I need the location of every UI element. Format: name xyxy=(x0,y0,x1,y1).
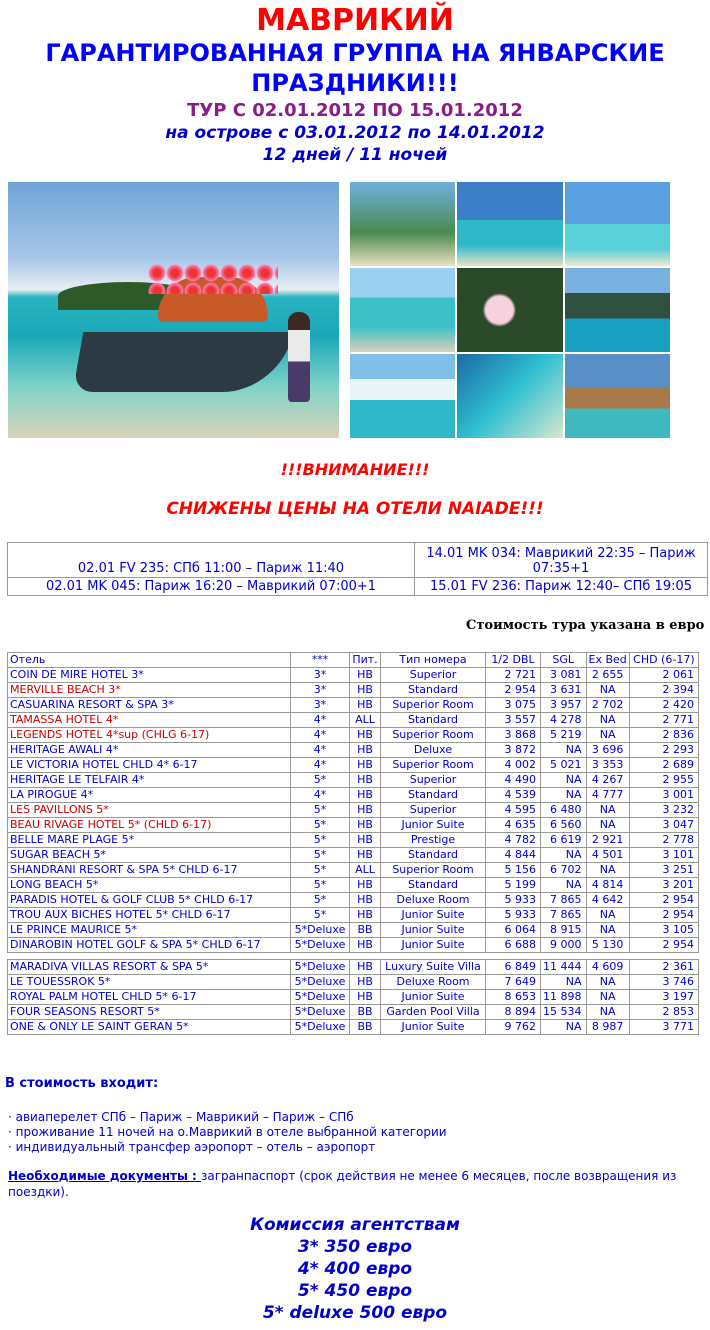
commission-line: 3* 350 евро xyxy=(297,1237,413,1257)
price-sgl: 15 534 xyxy=(541,1005,587,1020)
hotel-name: CASUARINA RESORT & SPA 3* xyxy=(8,698,291,713)
room-type: Deluxe xyxy=(381,743,486,758)
table-row xyxy=(8,713,699,728)
price-chd: 3 105 xyxy=(629,923,698,938)
table-row xyxy=(8,818,699,833)
hotel-stars: 5* xyxy=(291,893,350,908)
room-type: Superior Room xyxy=(381,758,486,773)
meal-plan: HB xyxy=(350,848,381,863)
hotel-name: ROYAL PALM HOTEL CHLD 5* 6-17 xyxy=(8,990,291,1005)
room-type: Garden Pool Villa xyxy=(381,1005,486,1020)
price-sgl: NA xyxy=(541,848,587,863)
flight-return-2: 15.01 FV 236: Париж 12:40– СПб 19:05 xyxy=(415,578,708,596)
price-dbl: 4 002 xyxy=(486,758,541,773)
table-row xyxy=(8,1005,699,1020)
room-type: Luxury Suite Villa xyxy=(381,960,486,975)
required-documents xyxy=(8,1168,703,1200)
hotel-name: ONE & ONLY LE SAINT GERAN 5* xyxy=(8,1020,291,1035)
price-exbed: 4 642 xyxy=(586,893,629,908)
meal-plan: HB xyxy=(350,990,381,1005)
price-chd: 3 047 xyxy=(629,818,698,833)
col-room-type: Тип номера xyxy=(381,653,486,668)
hotel-name: BELLE MARE PLAGE 5* xyxy=(8,833,291,848)
hotel-stars: 5* xyxy=(291,773,350,788)
currency-note: Стоимость тура указана в евро xyxy=(466,618,705,633)
meal-plan: ALL xyxy=(350,863,381,878)
table-row xyxy=(8,848,699,863)
room-type: Standard xyxy=(381,878,486,893)
price-dbl: 8 894 xyxy=(486,1005,541,1020)
price-sgl: 7 865 xyxy=(541,908,587,923)
price-dbl: 4 782 xyxy=(486,833,541,848)
room-type: Junior Suite xyxy=(381,818,486,833)
col-chd: CHD (6-17) xyxy=(629,653,698,668)
price-dbl: 4 635 xyxy=(486,818,541,833)
price-exbed: NA xyxy=(586,803,629,818)
price-exbed: NA xyxy=(586,923,629,938)
price-exbed: NA xyxy=(586,1005,629,1020)
meal-plan: ALL xyxy=(350,713,381,728)
meal-plan: BB xyxy=(350,1020,381,1035)
price-sgl: 9 000 xyxy=(541,938,587,953)
hotel-stars: 5* xyxy=(291,818,350,833)
hotel-name: TROU AUX BICHES HOTEL 5* CHLD 6-17 xyxy=(8,908,291,923)
table-row xyxy=(8,923,699,938)
price-chd: 2 954 xyxy=(629,938,698,953)
meal-plan: HB xyxy=(350,833,381,848)
price-chd: 3 251 xyxy=(629,863,698,878)
room-type: Standard xyxy=(381,713,486,728)
price-exbed: NA xyxy=(586,908,629,923)
price-sgl: 11 444 xyxy=(541,960,587,975)
meal-plan: HB xyxy=(350,878,381,893)
hotel-name: LE TOUESSROK 5* xyxy=(8,975,291,990)
table-row xyxy=(8,863,699,878)
boat-photo xyxy=(8,182,339,438)
hotel-name: PARADIS HOTEL & GOLF CLUB 5* CHLD 6-17 xyxy=(8,893,291,908)
documents-label: Необходимые документы : xyxy=(8,1169,201,1183)
price-dbl: 4 539 xyxy=(486,788,541,803)
price-sgl: 7 865 xyxy=(541,893,587,908)
price-exbed: 2 921 xyxy=(586,833,629,848)
room-type: Junior Suite xyxy=(381,908,486,923)
hotel-name: FOUR SEASONS RESORT 5* xyxy=(8,1005,291,1020)
includes-list xyxy=(8,1110,447,1155)
meal-plan: HB xyxy=(350,960,381,975)
hotel-stars: 3* xyxy=(291,683,350,698)
meal-plan: HB xyxy=(350,908,381,923)
price-sgl: 3 631 xyxy=(541,683,587,698)
flight-outbound-1: 02.01 FV 235: СПб 11:00 – Париж 11:40 xyxy=(8,543,415,578)
attention-notice: !!!ВНИМАНИЕ!!! xyxy=(280,460,430,479)
price-exbed: 3 353 xyxy=(586,758,629,773)
hotel-name: BEAU RIVAGE HOTEL 5* (CHLD 6-17) xyxy=(8,818,291,833)
price-sgl: 6 702 xyxy=(541,863,587,878)
room-type: Superior xyxy=(381,668,486,683)
table-row xyxy=(8,878,699,893)
hotel-stars: 5* xyxy=(291,878,350,893)
meal-plan: HB xyxy=(350,728,381,743)
room-type: Deluxe Room xyxy=(381,893,486,908)
price-exbed: NA xyxy=(586,713,629,728)
price-chd: 2 061 xyxy=(629,668,698,683)
hotel-stars: 5* xyxy=(291,848,350,863)
price-chd: 3 771 xyxy=(629,1020,698,1035)
island-dates: на острове с 03.01.2012 по 14.01.2012 xyxy=(165,123,545,143)
price-chd: 3 197 xyxy=(629,990,698,1005)
price-sgl: 6 619 xyxy=(541,833,587,848)
meal-plan: HB xyxy=(350,938,381,953)
table-header-row xyxy=(8,653,699,668)
agency-commission xyxy=(0,1214,710,1324)
price-exbed: 4 814 xyxy=(586,878,629,893)
hotel-stars: 5*Deluxe xyxy=(291,938,350,953)
documents-text: загранпаспорт (срок действия не менее 6 месяцев, после возвращения из поездки). xyxy=(8,1169,677,1199)
price-exbed: NA xyxy=(586,683,629,698)
price-dbl: 8 653 xyxy=(486,990,541,1005)
price-exbed: 4 777 xyxy=(586,788,629,803)
col-sgl: SGL xyxy=(541,653,587,668)
price-dbl: 9 762 xyxy=(486,1020,541,1035)
price-sgl: NA xyxy=(541,788,587,803)
table-row xyxy=(8,990,699,1005)
hotel-price-table xyxy=(7,652,699,1035)
hotel-stars: 5*Deluxe xyxy=(291,1005,350,1020)
commission-line: 5* 450 евро xyxy=(297,1281,413,1301)
price-chd: 2 836 xyxy=(629,728,698,743)
price-chd: 3 232 xyxy=(629,803,698,818)
table-row xyxy=(8,728,699,743)
commission-line: 5* deluxe 500 евро xyxy=(262,1303,448,1323)
room-type: Junior Suite xyxy=(381,923,486,938)
hotel-name: LONG BEACH 5* xyxy=(8,878,291,893)
meal-plan: HB xyxy=(350,773,381,788)
room-type: Superior Room xyxy=(381,728,486,743)
price-dbl: 6 849 xyxy=(486,960,541,975)
hotel-name: COIN DE MIRE HOTEL 3* xyxy=(8,668,291,683)
meal-plan: BB xyxy=(350,1005,381,1020)
room-type: Superior xyxy=(381,803,486,818)
price-exbed: NA xyxy=(586,728,629,743)
price-chd: 2 853 xyxy=(629,1005,698,1020)
price-chd: 2 689 xyxy=(629,758,698,773)
price-sgl: 5 021 xyxy=(541,758,587,773)
hotel-name: SHANDRANI RESORT & SPA 5* CHLD 6-17 xyxy=(8,863,291,878)
price-sgl: NA xyxy=(541,773,587,788)
price-sgl: NA xyxy=(541,878,587,893)
price-dbl: 7 649 xyxy=(486,975,541,990)
hotel-stars: 5* xyxy=(291,863,350,878)
price-chd: 2 293 xyxy=(629,743,698,758)
price-chd: 2 394 xyxy=(629,683,698,698)
hotel-stars: 3* xyxy=(291,668,350,683)
flight-schedule xyxy=(7,542,708,596)
price-dbl: 5 933 xyxy=(486,893,541,908)
price-chd: 2 778 xyxy=(629,833,698,848)
hotel-stars: 5* xyxy=(291,803,350,818)
price-dbl: 4 490 xyxy=(486,773,541,788)
hotel-stars: 3* xyxy=(291,698,350,713)
col-meal: Пит. xyxy=(350,653,381,668)
room-type: Junior Suite xyxy=(381,938,486,953)
commission-line: 4* 400 евро xyxy=(297,1259,413,1279)
room-type: Junior Suite xyxy=(381,1020,486,1035)
price-sgl: 3 081 xyxy=(541,668,587,683)
hotel-name: LA PIROGUE 4* xyxy=(8,788,291,803)
meal-plan: HB xyxy=(350,818,381,833)
price-dbl: 3 075 xyxy=(486,698,541,713)
hotel-stars: 5* xyxy=(291,833,350,848)
meal-plan: HB xyxy=(350,893,381,908)
hotel-name: SUGAR BEACH 5* xyxy=(8,848,291,863)
meal-plan: HB xyxy=(350,698,381,713)
price-exbed: NA xyxy=(586,863,629,878)
meal-plan: HB xyxy=(350,758,381,773)
hotel-name: TAMASSA HOTEL 4* xyxy=(8,713,291,728)
price-dbl: 3 872 xyxy=(486,743,541,758)
flight-return-1: 14.01 MK 034: Маврикий 22:35 – Париж 07:35+1 xyxy=(415,543,708,578)
table-row xyxy=(8,743,699,758)
meal-plan: HB xyxy=(350,683,381,698)
col-hotel: Отель xyxy=(8,653,291,668)
price-chd: 2 420 xyxy=(629,698,698,713)
price-sgl: 6 480 xyxy=(541,803,587,818)
hotel-name: HERITAGE AWALI 4* xyxy=(8,743,291,758)
price-exbed: 8 987 xyxy=(586,1020,629,1035)
price-sgl: NA xyxy=(541,1020,587,1035)
hotel-stars: 4* xyxy=(291,788,350,803)
price-chd: 2 954 xyxy=(629,908,698,923)
price-exbed: 2 702 xyxy=(586,698,629,713)
price-chd: 2 955 xyxy=(629,773,698,788)
hotel-stars: 5*Deluxe xyxy=(291,975,350,990)
table-row xyxy=(8,668,699,683)
hotel-name: MARADIVA VILLAS RESORT & SPA 5* xyxy=(8,960,291,975)
table-row xyxy=(8,1020,699,1035)
page-title: МАВРИКИЙ xyxy=(256,3,454,38)
table-row xyxy=(8,773,699,788)
hotel-stars: 4* xyxy=(291,743,350,758)
photo-collage xyxy=(350,182,670,438)
hotel-name: LE PRINCE MAURICE 5* xyxy=(8,923,291,938)
price-exbed: 4 267 xyxy=(586,773,629,788)
hotel-name: HERITAGE LE TELFAIR 4* xyxy=(8,773,291,788)
price-sgl: 11 898 xyxy=(541,990,587,1005)
price-chd: 3 101 xyxy=(629,848,698,863)
price-exbed: NA xyxy=(586,818,629,833)
price-exbed: 4 501 xyxy=(586,848,629,863)
price-dbl: 3 557 xyxy=(486,713,541,728)
price-dbl: 3 868 xyxy=(486,728,541,743)
hotel-name: LE VICTORIA HOTEL CHLD 4* 6-17 xyxy=(8,758,291,773)
price-chd: 2 954 xyxy=(629,893,698,908)
hotel-name: DINAROBIN HOTEL GOLF & SPA 5* CHLD 6-17 xyxy=(8,938,291,953)
room-type: Standard xyxy=(381,683,486,698)
table-row xyxy=(8,683,699,698)
table-row xyxy=(8,938,699,953)
price-chd: 3 201 xyxy=(629,878,698,893)
price-exbed: NA xyxy=(586,990,629,1005)
meal-plan: HB xyxy=(350,975,381,990)
meal-plan: BB xyxy=(350,923,381,938)
price-chd: 2 771 xyxy=(629,713,698,728)
includes-item: · проживание 11 ночей на о.Маврикий в отеле выбранной категории xyxy=(8,1125,447,1139)
price-sgl: NA xyxy=(541,975,587,990)
price-chd: 2 361 xyxy=(629,960,698,975)
table-row xyxy=(8,833,699,848)
hotel-stars: 4* xyxy=(291,728,350,743)
room-type: Superior xyxy=(381,773,486,788)
hotel-name: LES PAVILLONS 5* xyxy=(8,803,291,818)
room-type: Standard xyxy=(381,788,486,803)
commission-title: Комиссия агентствам xyxy=(250,1215,460,1235)
col-stars: *** xyxy=(291,653,350,668)
table-row xyxy=(8,975,699,990)
includes-title: В стоимость входит: xyxy=(5,1076,159,1091)
price-dbl: 5 199 xyxy=(486,878,541,893)
price-dbl: 2 721 xyxy=(486,668,541,683)
hotel-stars: 5*Deluxe xyxy=(291,923,350,938)
table-row xyxy=(8,788,699,803)
table-row xyxy=(8,893,699,908)
hotel-name: LEGENDS HOTEL 4*sup (CHLG 6-17) xyxy=(8,728,291,743)
table-row xyxy=(8,803,699,818)
price-exbed: 3 696 xyxy=(586,743,629,758)
includes-item: · авиаперелет СПб – Париж – Маврикий – Париж – СПб xyxy=(8,1110,354,1124)
table-row xyxy=(8,908,699,923)
photo-section xyxy=(0,182,710,442)
price-dbl: 5 933 xyxy=(486,908,541,923)
flight-outbound-2: 02.01 MK 045: Париж 16:20 – Маврикий 07:00+1 xyxy=(8,578,415,596)
price-dbl: 4 595 xyxy=(486,803,541,818)
meal-plan: HB xyxy=(350,668,381,683)
room-type: Standard xyxy=(381,848,486,863)
price-dbl: 4 844 xyxy=(486,848,541,863)
room-type: Junior Suite xyxy=(381,990,486,1005)
meal-plan: HB xyxy=(350,803,381,818)
includes-item: · индивидуальный трансфер аэропорт – отель – аэропорт xyxy=(8,1140,376,1154)
hotel-stars: 4* xyxy=(291,758,350,773)
price-exbed: 2 655 xyxy=(586,668,629,683)
hotel-stars: 5*Deluxe xyxy=(291,1020,350,1035)
price-reduction-notice: СНИЖЕНЫ ЦЕНЫ НА ОТЕЛИ NAIADE!!! xyxy=(166,499,544,519)
subtitle-line-1: ГАРАНТИРОВАННАЯ ГРУППА НА ЯНВАРСКИЕ xyxy=(45,39,665,67)
meal-plan: HB xyxy=(350,788,381,803)
price-dbl: 2 954 xyxy=(486,683,541,698)
hotel-stars: 5*Deluxe xyxy=(291,960,350,975)
meal-plan: HB xyxy=(350,743,381,758)
price-exbed: 4 609 xyxy=(586,960,629,975)
price-chd: 3 001 xyxy=(629,788,698,803)
room-type: Superior Room xyxy=(381,698,486,713)
price-exbed: NA xyxy=(586,975,629,990)
price-chd: 3 746 xyxy=(629,975,698,990)
price-exbed: 5 130 xyxy=(586,938,629,953)
tour-dates: ТУР С 02.01.2012 ПО 15.01.2012 xyxy=(187,100,523,121)
hotel-stars: 4* xyxy=(291,713,350,728)
col-exbed: Ex Bed xyxy=(586,653,629,668)
price-sgl: 6 560 xyxy=(541,818,587,833)
price-sgl: 8 915 xyxy=(541,923,587,938)
price-sgl: 3 957 xyxy=(541,698,587,713)
subtitle-line-2: ПРАЗДНИКИ!!! xyxy=(251,69,459,97)
table-row xyxy=(8,960,699,975)
price-dbl: 5 156 xyxy=(486,863,541,878)
room-type: Prestige xyxy=(381,833,486,848)
table-row xyxy=(8,758,699,773)
hotel-stars: 5* xyxy=(291,908,350,923)
price-sgl: 5 219 xyxy=(541,728,587,743)
room-type: Superior Room xyxy=(381,863,486,878)
price-dbl: 6 064 xyxy=(486,923,541,938)
col-dbl: 1/2 DBL xyxy=(486,653,541,668)
tour-duration: 12 дней / 11 ночей xyxy=(262,145,448,165)
hotel-stars: 5*Deluxe xyxy=(291,990,350,1005)
price-sgl: NA xyxy=(541,743,587,758)
price-sgl: 4 278 xyxy=(541,713,587,728)
table-row xyxy=(8,698,699,713)
hotel-name: MERVILLE BEACH 3* xyxy=(8,683,291,698)
price-dbl: 6 688 xyxy=(486,938,541,953)
room-type: Deluxe Room xyxy=(381,975,486,990)
